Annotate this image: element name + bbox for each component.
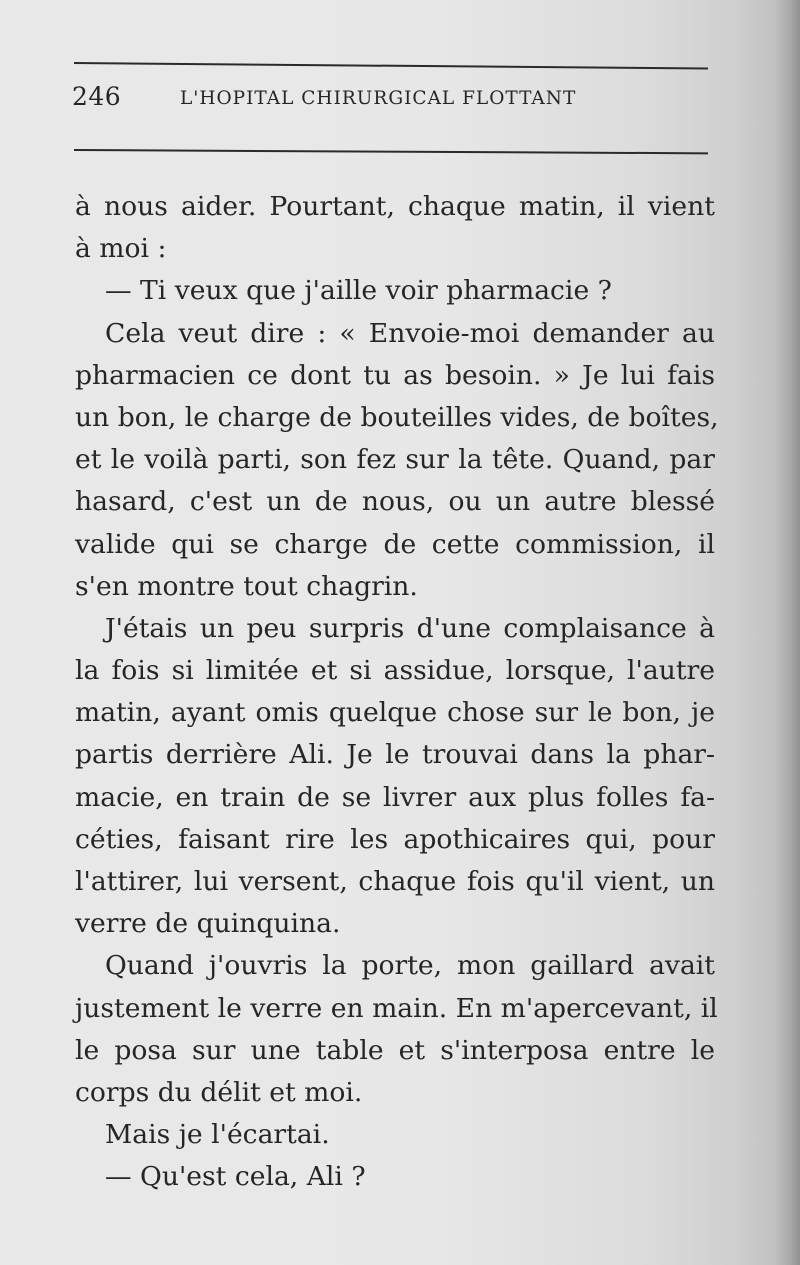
text-line: corps du délit et moi. <box>75 1076 363 1108</box>
text-line: — Qu'est cela, Ali ? <box>105 1161 366 1193</box>
text-line: l'attirer, lui versent, chaque fois qu'il vient, un <box>75 866 715 897</box>
text-line: justement le verre en main. En m'apercevant, il <box>75 992 718 1024</box>
text-line: partis derrière Ali. Je le trouvai dans la phar- <box>75 739 715 771</box>
body-text <box>75 186 719 1199</box>
text-line: verre de quinquina. <box>75 908 341 940</box>
text-line: Mais je l'écartai. <box>105 1119 330 1151</box>
text-line: à nous aider. Pourtant, chaque matin, il vient <box>75 191 715 222</box>
text-line: et le voilà parti, son fez sur la tête. Quand, par <box>75 444 715 476</box>
text-line: la fois si limitée et si assidue, lorsque, l'autre <box>75 655 715 687</box>
text-line: Quand j'ouvris la porte, mon gaillard avait <box>105 950 715 982</box>
text-line: hasard, c'est un de nous, ou un autre blessé <box>75 486 715 518</box>
text-line: le posa sur une table et s'interposa entre le <box>75 1034 715 1066</box>
text-line: valide qui se charge de cette commission, il <box>75 528 715 560</box>
page-header <box>72 82 712 122</box>
text-line: pharmacien ce dont tu as besoin. » Je lui fais <box>75 359 715 391</box>
text-line: matin, ayant omis quelque chose sur le bon, je <box>75 697 715 729</box>
running-title: L'HOPITAL CHIRURGICAL FLOTTANT <box>180 88 577 109</box>
text-line: — Ti veux que j'aille voir pharmacie ? <box>105 275 612 307</box>
header-bottom-rule <box>74 149 708 154</box>
page-number: 246 <box>72 82 122 111</box>
text-line: J'étais un peu surpris d'une complaisance à <box>105 612 715 644</box>
text-line: Cela veut dire : « Envoie-moi demander au <box>105 317 715 349</box>
text-line: macie, en train de se livrer aux plus folles fa- <box>75 781 715 813</box>
text-line: s'en montre tout chagrin. <box>75 570 418 602</box>
text-line: céties, faisant rire les apothicaires qui, pour <box>75 823 715 855</box>
text-line: à moi : <box>75 233 167 265</box>
header-top-rule <box>74 62 708 70</box>
text-line: un bon, le charge de bouteilles vides, de boîtes, <box>75 401 719 433</box>
